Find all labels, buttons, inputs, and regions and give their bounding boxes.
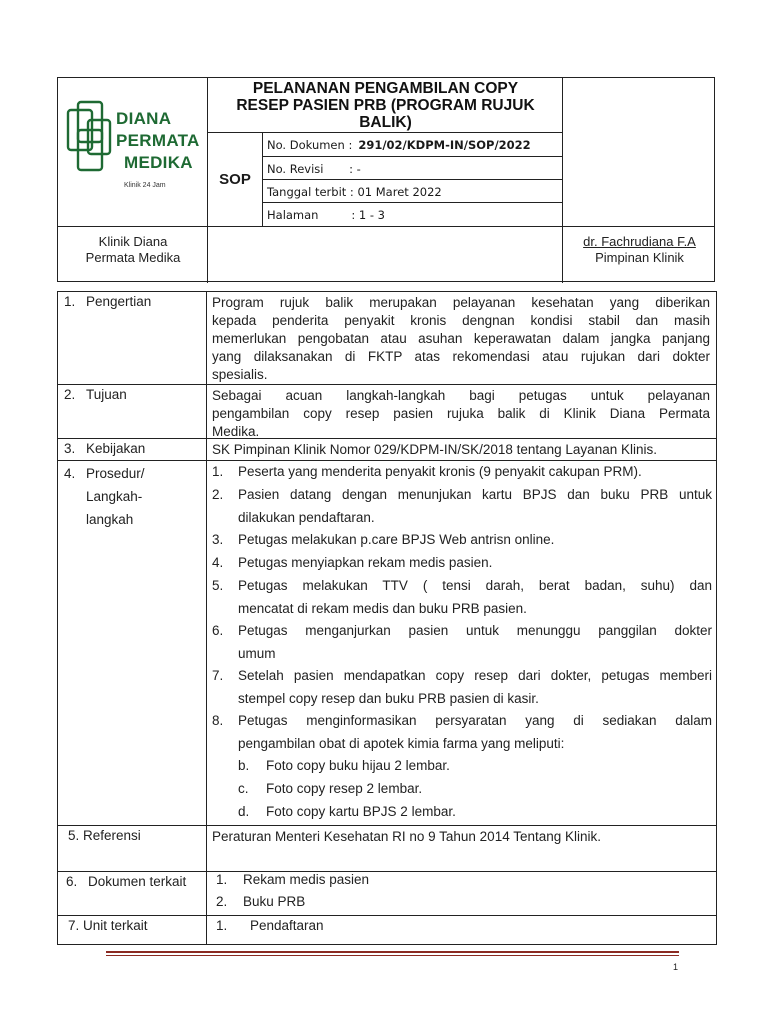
logo-line: MEDIKA	[124, 153, 193, 172]
meta-value: -	[356, 161, 361, 176]
related-unit-item	[216, 918, 324, 933]
section-label-prosedur	[64, 463, 204, 531]
requirement-item	[238, 755, 450, 777]
procedure-step	[212, 461, 712, 484]
step-number: 4.	[212, 555, 224, 570]
clinic-logo	[66, 96, 201, 206]
related-document-item	[216, 872, 369, 887]
item-number: 2.	[216, 894, 228, 909]
divider	[58, 871, 716, 872]
footer-rule	[106, 955, 679, 956]
meta-value: 01 Maret 2022	[357, 184, 442, 199]
procedure-step	[212, 529, 712, 552]
meta-value: 1 - 3	[358, 207, 386, 222]
step-number: 1.	[212, 464, 224, 479]
step-number: 7.	[212, 668, 224, 683]
step-text: Petugas melakukan p.care BPJS Web antrisn online.	[238, 532, 555, 547]
section-title: Prosedur/	[86, 466, 145, 481]
meta-label: No. Dokumen :	[267, 137, 353, 152]
section-title: Kebijakan	[86, 441, 146, 456]
procedure-step	[212, 710, 712, 756]
item-number: 1.	[216, 918, 228, 933]
divider	[58, 825, 716, 826]
header-table	[57, 77, 715, 282]
section-label-tujuan	[64, 387, 204, 402]
step-number: 5.	[212, 578, 224, 593]
title-line: RESEP PASIEN PRB (PROGRAM RUJUK	[236, 97, 535, 114]
procedure-step	[212, 484, 712, 530]
item-letter: c.	[238, 781, 249, 796]
step-text: Pasien datang dengan menunjukan kartu BPJS dan buku PRB untuk	[238, 487, 712, 502]
step-number: 6.	[212, 623, 224, 638]
step-text: Peserta yang menderita penyakit kronis (9 penyakit cakupan PRM).	[238, 464, 642, 479]
sop-label: SOP	[219, 170, 251, 188]
tujuan-text	[212, 387, 710, 441]
title-line: BALIK)	[359, 114, 412, 131]
divider	[58, 915, 716, 916]
step-number: 2.	[212, 487, 224, 502]
item-text: Pendaftaran	[250, 918, 324, 933]
meta-label: Halaman :	[267, 207, 359, 222]
item-text: Foto copy resep 2 lembar.	[266, 781, 423, 796]
item-text: Rekam medis pasien	[243, 872, 370, 887]
step-text: stempel copy resep dan buku PRB pasien di kasir.	[238, 690, 539, 706]
text-line: Medika.	[212, 424, 260, 439]
clinic-name	[58, 234, 208, 266]
meta-issue-date	[263, 180, 563, 203]
meta-document-number	[263, 133, 563, 156]
item-letter: d.	[238, 804, 250, 819]
meta-value: 291/02/KDPM-IN/SOP/2022	[358, 137, 531, 152]
procedure-step	[212, 575, 712, 621]
meta-revision	[263, 157, 563, 180]
signatory	[563, 234, 716, 266]
signatory-title: Pimpinan Klinik	[595, 250, 684, 265]
section-number: 6.	[66, 874, 78, 889]
title-line: PELANANAN PENGAMBILAN COPY	[252, 80, 519, 97]
text-line: Sebagai acuan langkah-langkah bagi petugas untuk pelayanan	[212, 388, 710, 403]
section-title: Langkah-	[86, 488, 143, 504]
divider	[58, 226, 715, 227]
item-number: 1.	[216, 872, 228, 887]
divider	[206, 292, 207, 944]
text-line: spesialis.	[212, 367, 268, 382]
page-number: 1	[673, 962, 679, 972]
item-text: Foto copy buku hijau 2 lembar.	[266, 758, 450, 773]
clinic-name-line: Permata Medika	[85, 250, 181, 265]
logo-line: PERMATA	[116, 131, 200, 150]
section-number: 4.	[64, 466, 76, 481]
section-title: Pengertian	[86, 294, 152, 309]
section-label-dokumen-terkait	[66, 874, 206, 889]
procedure-step	[212, 620, 712, 666]
pengertian-text	[212, 294, 710, 384]
step-number: 8.	[212, 713, 224, 728]
procedure-table	[57, 291, 717, 945]
text-line: kepada penderita penyakit kronis dengnan kondisi stabil dan masih	[212, 313, 710, 328]
clinic-name-line: Klinik Diana	[98, 234, 168, 249]
step-text: pengambilan obat di apotek kimia farma yang meliputi:	[238, 735, 565, 751]
step-text: mencatat di rekam medis dan buku PRB pasien.	[238, 600, 527, 616]
text-line: memerlukan pengobatan atau asuhan keperawatan dalam jangka panjang	[212, 331, 710, 346]
referensi-text: Peraturan Menteri Kesehatan RI no 9 Tahun 2014 Tentang Klinik.	[212, 829, 602, 844]
step-text: Petugas melakukan TTV ( tensi darah, berat badan, suhu) dan	[238, 578, 712, 593]
item-text: Foto copy kartu BPJS 2 lembar.	[266, 804, 456, 819]
step-text: Petugas menginformasikan persyaratan yang di sediakan dalam	[238, 713, 712, 728]
section-number: 1.	[64, 294, 76, 309]
item-text: Buku PRB	[243, 894, 306, 909]
section-label-referensi: 5. Referensi	[68, 828, 141, 843]
section-title: Tujuan	[86, 387, 127, 402]
logo-line: DIANA	[116, 109, 172, 128]
text-line: yang dilaksanakan di FKTP atas rekomendasi atau rujukan dari dokter	[212, 349, 710, 364]
footer-rule	[106, 951, 679, 953]
divider	[58, 384, 716, 385]
section-title: Dokumen terkait	[88, 874, 187, 889]
meta-label: No. Revisi :	[267, 161, 357, 176]
procedure-step	[212, 552, 712, 575]
document-title	[208, 78, 563, 132]
step-number: 3.	[212, 532, 224, 547]
section-label-unit-terkait: 7. Unit terkait	[68, 918, 148, 933]
logo-tagline: Klinik 24 Jam	[124, 182, 166, 189]
text-line: Program rujuk balik merupakan pelayanan kesehatan yang diberikan	[212, 295, 710, 310]
section-label-kebijakan	[64, 441, 204, 456]
kebijakan-text: SK Pimpinan Klinik Nomor 029/KDPM-IN/SK/2018 tentang Layanan Klinis.	[212, 442, 657, 457]
step-text: Setelah pasien mendapatkan copy resep dari dokter, petugas memberi	[238, 668, 712, 683]
step-text: Petugas menganjurkan pasien untuk menunggu panggilan dokter	[238, 623, 712, 638]
section-number: 2.	[64, 387, 76, 402]
logo-wordmark	[116, 108, 200, 174]
signatory-name: dr. Fachrudiana F.A	[583, 234, 696, 249]
logo-mark-icon	[66, 100, 116, 190]
section-title: langkah	[86, 511, 134, 527]
step-text: Petugas menyiapkan rekam medis pasien.	[238, 555, 493, 570]
section-number: 3.	[64, 441, 76, 456]
meta-label: Tanggal terbit :	[267, 184, 358, 199]
requirement-item	[238, 778, 422, 800]
related-document-item	[216, 894, 305, 909]
text-line: pengambilan copy resep pasien rujuka balik di Klinik Diana Permata	[212, 406, 710, 421]
requirement-item	[238, 801, 456, 823]
section-label-pengertian	[64, 294, 204, 309]
meta-page	[263, 203, 563, 226]
item-letter: b.	[238, 758, 250, 773]
step-text: umum	[238, 645, 276, 661]
procedure-step	[212, 665, 712, 711]
step-text: dilakukan pendaftaran.	[238, 509, 375, 525]
